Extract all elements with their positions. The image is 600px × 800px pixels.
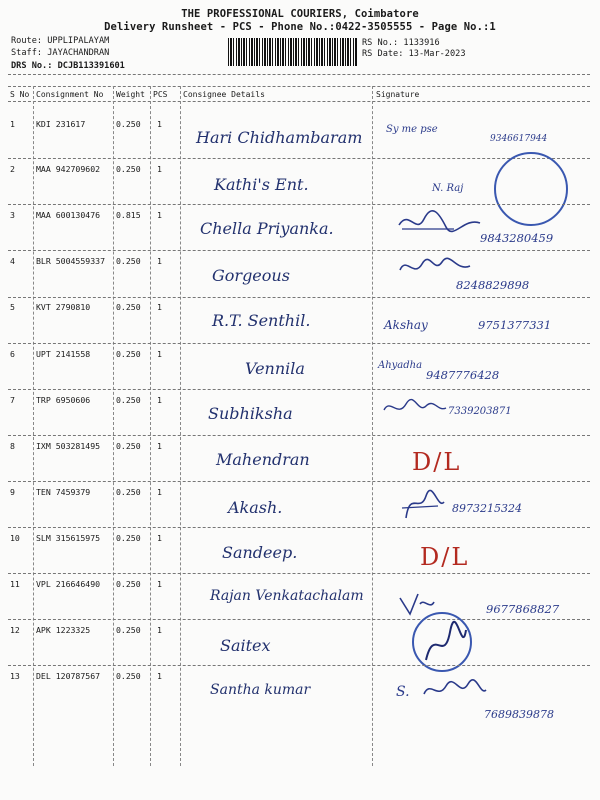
row-sno: 8 [10, 441, 15, 451]
col-consignment: Consignment No [36, 90, 104, 99]
row-pcs: 1 [157, 671, 162, 681]
column-divider [150, 86, 151, 766]
consignee-handwriting: Akash. [228, 498, 283, 517]
dl-mark: D/L [420, 543, 470, 571]
row-divider [8, 527, 590, 528]
drs-label: DRS No.: [11, 61, 53, 71]
row-consignment: TEN 7459379 [36, 487, 91, 497]
row-weight: 0.250 [116, 164, 141, 174]
row-divider [8, 619, 590, 620]
table-top-line [8, 86, 590, 87]
consignee-handwriting: Subhiksha [208, 404, 293, 423]
signature-scribble-icon [380, 396, 450, 420]
consignee-handwriting: Vennila [245, 359, 305, 378]
row-sno: 5 [10, 302, 15, 312]
signature-phone: 9677868827 [486, 602, 560, 616]
row-pcs: 1 [157, 256, 162, 266]
signature-phone: 9843280459 [480, 231, 554, 245]
signature-phone: 7339203871 [448, 406, 512, 417]
row-consignment: UPT 2141558 [36, 349, 91, 359]
row-divider [8, 435, 590, 436]
col-sno: S No [10, 90, 30, 99]
row-weight: 0.250 [116, 671, 141, 681]
staff-value: JAYACHANDRAN [47, 48, 110, 58]
rs-no-value: 1133916 [403, 38, 440, 48]
col-signature: Signature [376, 90, 420, 99]
rs-date-label: RS Date: [362, 49, 404, 59]
consignee-handwriting: Kathi's Ent. [214, 175, 309, 194]
consignee-handwriting: Chella Priyanka. [200, 219, 334, 238]
signature-scribble-icon [398, 484, 448, 524]
row-weight: 0.815 [116, 210, 141, 220]
staff-line [11, 48, 109, 58]
row-sno: 13 [10, 671, 20, 681]
row-consignment: BLR 5004559337 [36, 256, 106, 266]
row-divider [8, 250, 590, 251]
col-weight: Weight [116, 90, 145, 99]
row-pcs: 1 [157, 349, 162, 359]
consignee-handwriting: Sandeep. [222, 543, 298, 562]
row-weight: 0.250 [116, 533, 141, 543]
row-divider [8, 204, 590, 205]
drs-line [11, 61, 125, 71]
signature-phone: 9751377331 [478, 318, 552, 332]
staff-label: Staff: [11, 48, 43, 58]
row-weight: 0.250 [116, 441, 141, 451]
signature-phone: 9346617944 [490, 134, 548, 144]
rs-date-line [362, 49, 466, 59]
row-pcs: 1 [157, 441, 162, 451]
signature: Akshay [384, 318, 428, 332]
route-label: Route: [11, 36, 43, 46]
column-divider [113, 86, 114, 766]
row-consignment: MAA 942709602 [36, 164, 101, 174]
row-sno: 10 [10, 533, 20, 543]
row-weight: 0.250 [116, 349, 141, 359]
signature-phone: 7689839878 [484, 708, 554, 721]
row-consignment: TRP 6950606 [36, 395, 91, 405]
signature-scribble-icon [420, 676, 490, 704]
row-sno: 6 [10, 349, 15, 359]
consignee-handwriting: Mahendran [216, 450, 310, 469]
row-weight: 0.250 [116, 119, 141, 129]
row-weight: 0.250 [116, 625, 141, 635]
row-weight: 0.250 [116, 579, 141, 589]
signature: Ahyadha [378, 360, 423, 371]
row-consignment: KVT 2790810 [36, 302, 91, 312]
row-divider [8, 481, 590, 482]
signature-phone: 8973215324 [452, 502, 522, 515]
row-weight: 0.250 [116, 302, 141, 312]
row-divider [8, 343, 590, 344]
row-sno: 4 [10, 256, 15, 266]
row-weight: 0.250 [116, 256, 141, 266]
rs-no-label: RS No.: [362, 38, 399, 48]
signature-scribble-icon [394, 207, 484, 237]
company-title: THE PROFESSIONAL COURIERS, Coimbatore [181, 8, 419, 20]
row-pcs: 1 [157, 625, 162, 635]
col-details: Consignee Details [183, 90, 265, 99]
row-sno: 2 [10, 164, 15, 174]
signature-scribble-icon [420, 620, 470, 670]
row-consignment: KDI 231617 [36, 119, 86, 129]
runsheet-title: Delivery Runsheet - PCS - Phone No.:0422-3505555 - Page No.:1 [104, 21, 496, 33]
signature: S. [396, 684, 410, 700]
row-sno: 1 [10, 119, 15, 129]
row-divider [8, 665, 590, 666]
column-header-line [8, 101, 590, 102]
row-consignment: VPL 216646490 [36, 579, 101, 589]
barcode [228, 38, 358, 66]
consignee-handwriting: Gorgeous [212, 266, 290, 285]
row-sno: 11 [10, 579, 20, 589]
row-pcs: 1 [157, 395, 162, 405]
row-pcs: 1 [157, 533, 162, 543]
row-pcs: 1 [157, 210, 162, 220]
row-consignment: MAA 600130476 [36, 210, 101, 220]
consignee-handwriting: R.T. Senthil. [212, 311, 311, 330]
row-pcs: 1 [157, 302, 162, 312]
col-pcs: PCS [153, 90, 168, 99]
column-divider [372, 86, 373, 766]
row-weight: 0.250 [116, 487, 141, 497]
row-pcs: 1 [157, 579, 162, 589]
row-divider [8, 389, 590, 390]
rs-date-value: 13-Mar-2023 [408, 49, 466, 59]
header-divider [8, 74, 590, 75]
signature: N. Raj [432, 183, 464, 194]
signature: Sy me pse [386, 124, 438, 135]
row-pcs: 1 [157, 487, 162, 497]
row-divider [8, 573, 590, 574]
consignee-handwriting: Hari Chidhambaram [196, 128, 363, 147]
row-consignment: APK 1223325 [36, 625, 91, 635]
column-divider [33, 86, 34, 766]
column-divider [180, 86, 181, 766]
consignee-handwriting: Saitex [220, 636, 271, 655]
row-sno: 3 [10, 210, 15, 220]
route-line [11, 36, 109, 46]
consignee-handwriting: Rajan Venkatachalam [210, 588, 364, 604]
consignee-handwriting: Santha kumar [210, 682, 311, 698]
row-sno: 12 [10, 625, 20, 635]
dl-mark: D/L [412, 448, 462, 476]
company-stamp [494, 152, 568, 226]
row-divider [8, 158, 590, 159]
route-value: UPPLIPALAYAM [47, 36, 110, 46]
signature-phone: 9487776428 [426, 368, 500, 382]
signature-scribble-icon [394, 254, 474, 280]
drs-value: DCJB113391601 [57, 61, 125, 71]
row-sno: 7 [10, 395, 15, 405]
row-weight: 0.250 [116, 395, 141, 405]
row-divider [8, 297, 590, 298]
row-pcs: 1 [157, 164, 162, 174]
signature-phone: 8248829898 [456, 278, 530, 292]
row-pcs: 1 [157, 119, 162, 129]
row-consignment: DEL 120787567 [36, 671, 101, 681]
row-sno: 9 [10, 487, 15, 497]
row-consignment: SLM 315615975 [36, 533, 101, 543]
row-consignment: IXM 503281495 [36, 441, 101, 451]
rs-no-line [362, 38, 440, 48]
